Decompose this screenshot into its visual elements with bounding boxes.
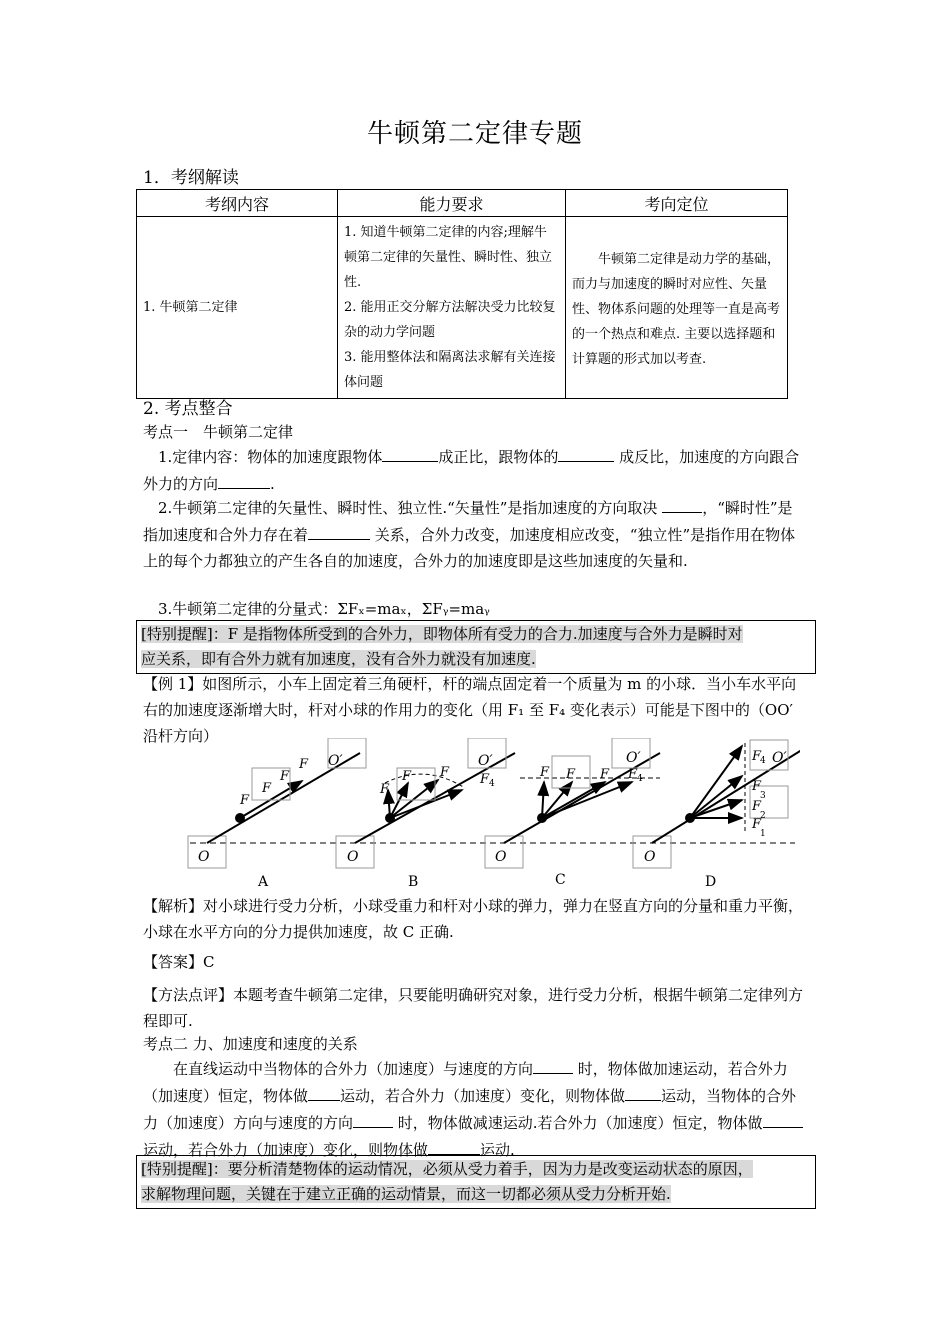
option-label: C xyxy=(555,872,566,888)
answer-text: 【答案】C xyxy=(143,953,215,971)
example-figure xyxy=(180,738,800,898)
point-o2-label: O′ xyxy=(478,753,493,769)
page-title: 牛顿第二定律专题 xyxy=(366,119,583,149)
table-header: 考纲内容 xyxy=(137,190,338,217)
text-span: 2.牛顿第二定律的矢量性、瞬时性、独立性.“矢量性”是指加速度的方向取决 xyxy=(158,499,663,517)
fill-blank xyxy=(662,494,702,513)
force-label: F xyxy=(566,767,576,782)
text-span: 时，物体做加速运动，若合外力（加速度）恒定，物体做 xyxy=(143,1060,788,1105)
fill-blank xyxy=(558,443,614,462)
section-heading-2: 2. 考点整合 xyxy=(143,399,233,419)
note-line xyxy=(141,622,811,647)
text-span: 在直线运动中当物体的合外力（加速度）与速度的方向 xyxy=(173,1060,534,1078)
text-span: 1.定律内容：物体的加速度跟物体 xyxy=(158,448,383,466)
text-span: 运动，若合外力（加速度）变化，则物体做 xyxy=(340,1087,626,1105)
fill-blank xyxy=(308,521,370,540)
fill-blank xyxy=(763,1109,803,1128)
force-label: F xyxy=(402,769,412,784)
fill-blank xyxy=(308,1082,340,1101)
kd1-heading: 考点一 牛顿第二定律 xyxy=(143,423,294,441)
special-note-1 xyxy=(136,620,816,674)
force-label: F xyxy=(440,765,450,780)
force-label: F xyxy=(752,799,762,814)
ability-item: 2. 能用正交分解方法解决受力比较复杂的动力学问题 xyxy=(344,300,556,340)
option-label: B xyxy=(408,874,419,890)
special-note-2 xyxy=(136,1155,816,1209)
force-label: F xyxy=(752,749,762,764)
force-subscript: 4 xyxy=(489,779,495,789)
force-label: F xyxy=(480,772,490,787)
force-arrow xyxy=(542,782,632,818)
force-subscript: 1 xyxy=(760,829,766,839)
table-header: 考向定位 xyxy=(566,190,788,217)
note-line xyxy=(141,1157,811,1182)
force-subscript: 4 xyxy=(760,756,766,766)
note-line xyxy=(141,1182,811,1207)
fill-blank xyxy=(428,1136,480,1155)
diagram-a xyxy=(188,738,366,890)
table-cell-orientation: 牛顿第二定律是动力学的基础，而力与加速度的瞬时对应性、矢量性、物体系问题的处理等一直是高考的一个热点和难点. 主要以选择题和计算题的形式加以考查. xyxy=(566,217,788,399)
force-subscript: 4 xyxy=(637,774,643,784)
component-formula: ΣFₓ=maₓ，ΣFᵧ=maᵧ xyxy=(337,600,490,618)
point-o2-label: O′ xyxy=(328,753,343,769)
ability-item: 3. 能用整体法和隔离法求解有关连接体问题 xyxy=(344,350,556,390)
table-row xyxy=(137,217,788,399)
note-text: [特别提醒]：F 是指物体所受到的合外力，即物体所有受力的合力.加速度与合外力是瞬时对 xyxy=(141,625,743,643)
point-o2-label: O′ xyxy=(772,750,787,766)
note-text: [特别提醒]：要分析清楚物体的运动情况，必须从受力着手，因为力是改变运动状态的原因， xyxy=(141,1160,753,1178)
kd1-paragraph-1 xyxy=(143,443,807,497)
fill-blank xyxy=(533,1055,573,1074)
text-span: 运动，当物体的合外力（加速度）方向与速度的方向 xyxy=(143,1087,797,1132)
force-arrow xyxy=(390,790,462,818)
section-heading-1: 1．考纲解读 xyxy=(143,168,239,188)
diagram-d xyxy=(633,740,800,890)
example-1-text: 【例 1】如图所示，小车上固定着三角硬杆，杆的端点固定着一个质量为 m 的小球．当小车水平向右的加速度逐渐增大时，杆对小球的作用力的变化（用 F₁ 至 F₄ 变化表示）可能是下图中的（OO′ 沿杆方向） xyxy=(143,675,797,745)
diagram-c xyxy=(485,738,660,888)
table-cell-content: 1. 牛顿第二定律 xyxy=(137,217,338,399)
note-text: 应关系，即有合外力就有加速度，没有合外力就没有加速度. xyxy=(141,650,536,668)
table-header: 能力要求 xyxy=(338,190,566,217)
kd1-paragraph-2 xyxy=(143,494,807,574)
force-subscript: 2 xyxy=(760,811,766,821)
kd2-paragraph xyxy=(143,1055,807,1163)
table-cell-ability xyxy=(338,217,566,399)
option-label: D xyxy=(705,874,717,890)
force-label: F xyxy=(752,779,762,794)
point-o-label: O xyxy=(495,849,507,865)
kd2-heading: 考点二 力、加速度和速度的关系 xyxy=(143,1035,358,1053)
kd1-paragraph-3 xyxy=(143,596,807,622)
analysis-text: 【解析】对小球进行受力分析，小球受重力和杆对小球的弹力，弹力在竖直方向的分量和重力平衡，小球在水平方向的分力提供加速度，故 C 正确. xyxy=(143,897,804,941)
force-label: F xyxy=(280,769,290,784)
force-label: F xyxy=(240,793,250,808)
note-text: 求解物理问题，关键在于建立正确的运动情景，而这一切都必须从受力分析开始. xyxy=(141,1185,671,1203)
force-label: F xyxy=(628,767,638,782)
text-span: 成反比，加速度的方向跟合外力的方向 xyxy=(143,448,800,493)
force-label: F xyxy=(540,765,550,780)
point-o2-label: O′ xyxy=(626,750,641,766)
text-span: 关系，合外力改变，加速度相应改变，“独立性”是指作用在物体上的每个力都独立的产生各自的加速度，合外力的加速度即是这些加速度的矢量和. xyxy=(143,526,796,570)
table-header-row xyxy=(137,190,788,217)
force-label: F xyxy=(752,817,762,832)
text-span: 成正比，跟物体的 xyxy=(438,448,559,466)
fill-blank xyxy=(382,443,438,462)
fill-blank xyxy=(625,1082,661,1101)
option-label: A xyxy=(258,874,269,890)
fill-blank xyxy=(218,470,270,489)
text-span: 时，物体做减速运动.若合外力（加速度）恒定，物体做 xyxy=(393,1114,763,1132)
force-subscript: 3 xyxy=(760,791,766,801)
force-label: F xyxy=(299,757,309,772)
syllabus-table xyxy=(136,189,788,399)
force-label: F xyxy=(262,781,272,796)
force-arrow xyxy=(542,782,605,818)
text-span: . xyxy=(270,475,275,493)
note-line xyxy=(141,647,811,672)
point-o-label: O xyxy=(198,849,210,865)
force-label: F xyxy=(380,782,390,797)
force-label: F xyxy=(600,767,610,782)
fill-blank xyxy=(353,1109,393,1128)
text-span: ，“瞬时性”是指加速度和合外力存在着 xyxy=(143,499,793,544)
comment-text: 【方法点评】本题考查牛顿第二定律，只要能明确研究对象，进行受力分析，根据牛顿第二定律列方程即可. xyxy=(143,986,804,1030)
text-span: 3.牛顿第二定律的分量式： xyxy=(158,600,338,618)
ability-item: 1. 知道牛顿第二定律的内容;理解牛顿第二定律的矢量性、瞬时性、独立性. xyxy=(344,225,553,290)
text-span: 运动，若合外力（加速度）变化，则物体做 xyxy=(143,1141,429,1159)
force-arrow xyxy=(542,782,544,818)
diagram-b xyxy=(336,738,515,890)
point-o-label: O xyxy=(347,849,359,865)
point-o-label: O xyxy=(644,849,656,865)
text-span: 运动. xyxy=(480,1141,515,1159)
